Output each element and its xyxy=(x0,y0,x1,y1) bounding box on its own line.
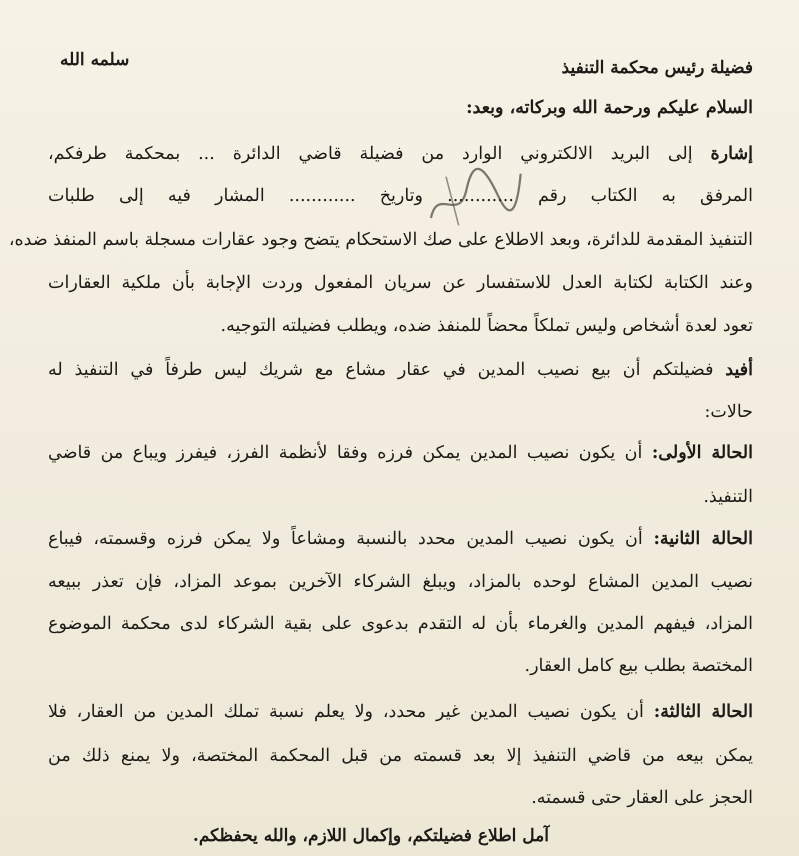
p2-line-1 xyxy=(48,357,753,383)
case1-line-1 xyxy=(48,440,753,466)
closing: آمل اطلاع فضيلتكم، وإكمال اللازم، والله يحفظكم. xyxy=(192,826,549,846)
p1-line-5: تعود لعدة أشخاص وليس تملكاً محضاً للمنفذ ضده، ويطلب فضيلته التوجيه. xyxy=(220,316,753,336)
blessing: سلمه الله xyxy=(60,50,130,70)
case2-line-2: نصيب المدين المشاع لوحده بالمزاد، ويبلغ الشركاء الآخرين بموعد المزاد، فإن تعذر ببيعه xyxy=(48,572,753,592)
case3-line-1 xyxy=(48,699,753,725)
case3-title: الحالة الثالثة: xyxy=(653,702,753,722)
p1-line-2: المرفق به الكتاب رقم ............ وتاريخ ............ المشار فيه إلى طلبات xyxy=(48,186,753,206)
p1-line-1-text: إلى البريد الالكتروني الوارد من فضيلة قاضي الدائرة ... بمحكمة طرفكم، xyxy=(48,144,693,164)
case2-title: الحالة الثانية: xyxy=(653,529,753,549)
case3-line-3: الحجز على العقار حتى قسمته. xyxy=(531,788,753,808)
greeting: السلام عليكم ورحمة الله وبركاته، وبعد: xyxy=(466,98,753,118)
p1-lead: إشارة xyxy=(710,144,753,164)
case3-line-2: يمكن بيعه من قاضي التنفيذ إلا بعد قسمته من قبل المحكمة المختصة، ولا يمنع ذلك من xyxy=(48,746,753,766)
case3-line-1-text: أن يكون نصيب المدين غير محدد، ولا يعلم نسبة تملك المدين من العقار، فلا xyxy=(48,702,644,722)
case1-line-2: التنفيذ. xyxy=(703,487,753,507)
p2-line-2: حالات: xyxy=(704,402,753,422)
case1-title: الحالة الأولى: xyxy=(651,443,753,463)
p1-line-4: وعند الكتابة لكتابة العدل للاستفسار عن سريان المفعول وردت الإجابة بأن ملكية العقارات xyxy=(48,273,753,293)
addressee: فضيلة رئيس محكمة التنفيذ xyxy=(561,58,753,78)
case2-line-1 xyxy=(48,526,753,552)
case2-line-4: المختصة بطلب بيع كامل العقار. xyxy=(524,656,753,676)
case2-line-3: المزاد، فيفهم المدين والغرماء بأن له التقدم بدعوى على بقية الشركاء لدى محكمة الموضوع xyxy=(48,614,753,634)
p2-line-1-text: فضيلتكم أن بيع نصيب المدين في عقار مشاع مع شريك ليس طرفاً في التنفيذ له xyxy=(48,360,714,380)
p1-line-1 xyxy=(48,141,753,167)
p2-lead: أفيد xyxy=(725,360,753,380)
case1-line-1-text: أن يكون نصيب المدين يمكن فرزه وفقا لأنظمة الفرز، فيفرز ويباع من قاضي xyxy=(48,443,643,463)
p1-line-3: التنفيذ المقدمة للدائرة، وبعد الاطلاع على صك الاستحكام يتضح وجود عقارات مسجلة باسم المنفذ ضده، xyxy=(8,230,753,250)
case2-line-1-text: أن يكون نصيب المدين محدد بالنسبة ومشاعاً ولا يمكن فرزه وقسمته، فيباع xyxy=(48,529,643,549)
